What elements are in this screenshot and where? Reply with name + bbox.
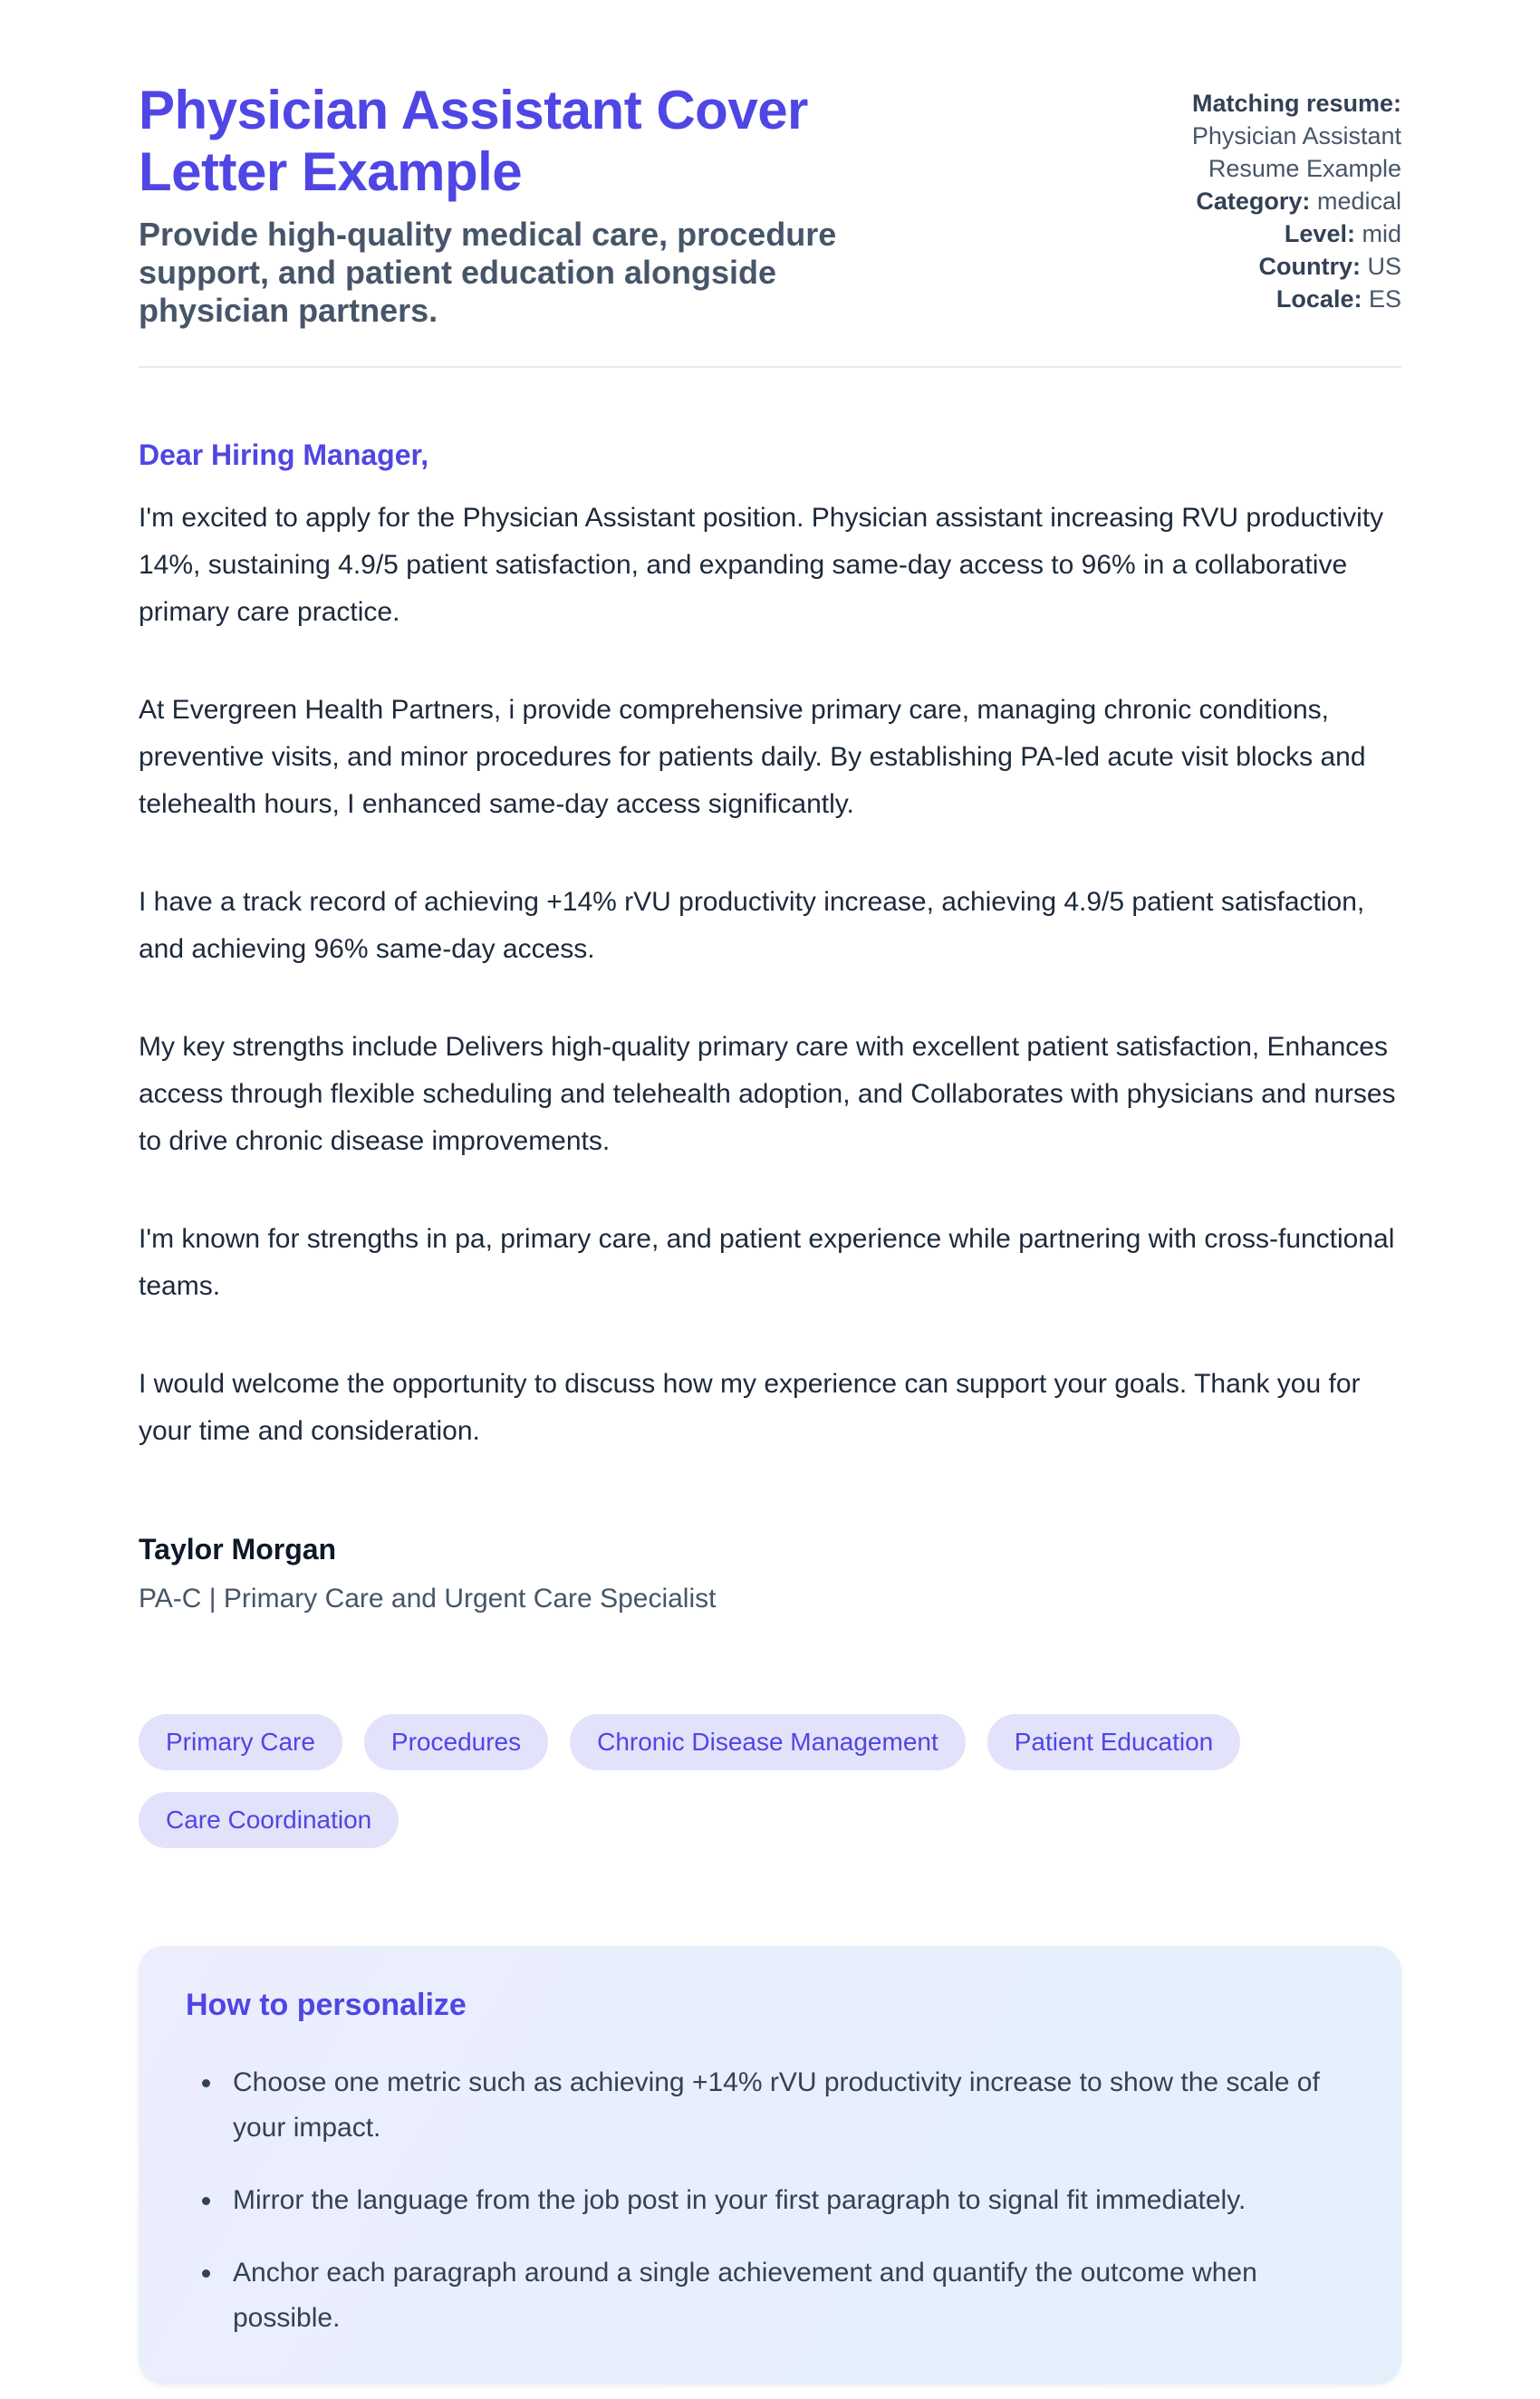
meta-level-label: Level:: [1284, 220, 1355, 247]
meta-country-label: Country:: [1258, 253, 1361, 280]
tag-care-coordination: Care Coordination: [139, 1792, 399, 1848]
meta-level: [1012, 217, 1401, 250]
meta-country-value: US: [1367, 253, 1401, 280]
skill-tags: [139, 1714, 1401, 1848]
meta-category-value: medical: [1316, 188, 1401, 215]
letter-paragraph: My key strengths include Delivers high-quality primary care with excellent patient satisfaction, Enhances access through flexible scheduling and telehealth adoption, and Collaborates with physicians and nurses to drive chronic disease improvements.: [139, 1032, 1396, 1156]
tag-patient-education: Patient Education: [987, 1714, 1241, 1770]
meta-category-label: Category:: [1196, 188, 1311, 215]
page-subtitle: Provide high-quality medical care, procedure support, and patient education alongside physician partners.: [139, 216, 837, 329]
meta-country: [1012, 250, 1401, 283]
letter-paragraph: I'm excited to apply for the Physician Assistant position. Physician assistant increasing RVU productivity 14%, sustaining 4.9/5 patient satisfaction, and expanding same-day access to 96% in a collaborative primary care practice.: [139, 503, 1384, 627]
meta-matching-resume: [1012, 87, 1401, 185]
tag-chronic-disease-management: Chronic Disease Management: [570, 1714, 966, 1770]
page-container: [139, 0, 1401, 2385]
personalize-bullet: • Anchor each paragraph around a single achievement and quantify the outcome when possible.: [224, 2250, 1354, 2341]
meta-category: [1012, 185, 1401, 217]
header: [139, 80, 1401, 330]
how-to-personalize-title: How to personalize: [186, 1988, 467, 2022]
header-title-block: [139, 80, 981, 330]
how-to-personalize-list: [186, 2060, 1354, 2341]
meta-level-value: mid: [1362, 220, 1401, 247]
meta-block: [1012, 80, 1401, 315]
signature-name: Taylor Morgan: [139, 1533, 337, 1566]
page-title: Physician Assistant Cover Letter Example: [139, 80, 808, 202]
meta-matching-resume-label: Matching resume:: [1191, 90, 1401, 117]
letter-paragraph: At Evergreen Health Partners, i provide comprehensive primary care, managing chronic conditions, preventive visits, and minor procedures for patients daily. By establishing PA-led acute visit blocks and telehealth hours, I enhanced same-day access significantly.: [139, 695, 1366, 819]
cover-letter-body: [139, 437, 1401, 1618]
letter-greeting: Dear Hiring Manager,: [139, 438, 429, 471]
header-divider: [139, 366, 1401, 368]
meta-locale-value: ES: [1368, 285, 1401, 313]
how-to-personalize-box: [139, 1946, 1401, 2385]
signature-role: PA-C | Primary Care and Urgent Care Specialist: [139, 1584, 717, 1614]
meta-locale-label: Locale:: [1275, 285, 1362, 313]
meta-locale: [1012, 283, 1401, 315]
letter-paragraph: I would welcome the opportunity to discuss how my experience can support your goals. Thank you for your time and consideration.: [139, 1369, 1361, 1446]
letter-paragraph: I have a track record of achieving +14% rVU productivity increase, achieving 4.9/5 patient satisfaction, and achieving 96% same-day access.: [139, 887, 1365, 964]
tag-primary-care: Primary Care: [139, 1714, 342, 1770]
personalize-bullet: • Mirror the language from the job post in your first paragraph to signal fit immediately.: [224, 2178, 1354, 2223]
tag-procedures: Procedures: [364, 1714, 548, 1770]
letter-paragraph: I'm known for strengths in pa, primary care, and patient experience while partnering with cross-functional teams.: [139, 1224, 1395, 1301]
personalize-bullet: • Choose one metric such as achieving +14% rVU productivity increase to show the scale of your impact.: [224, 2060, 1354, 2151]
meta-matching-resume-value: Physician Assistant Resume Example: [1191, 122, 1401, 182]
